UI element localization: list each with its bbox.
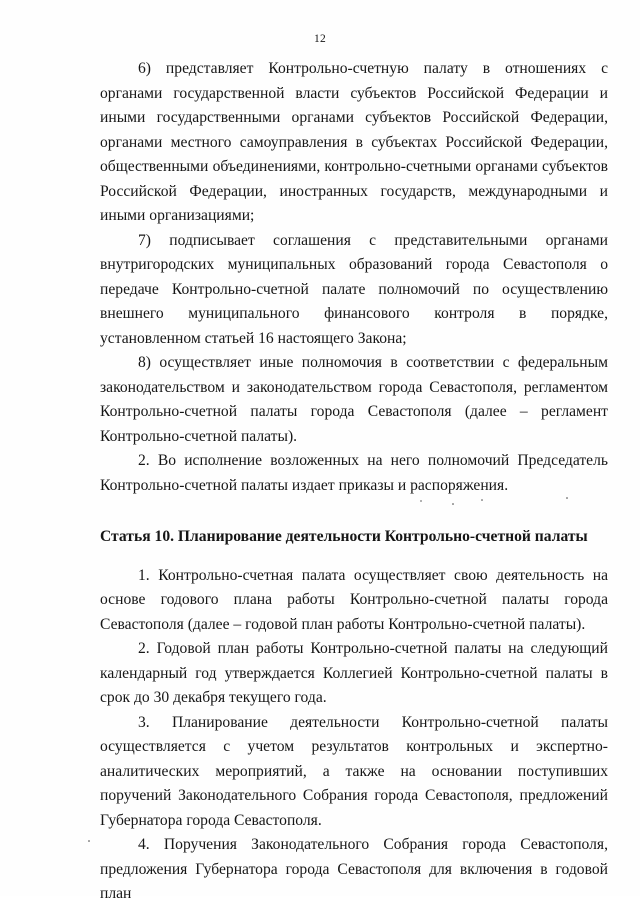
page-number: 12 [313, 33, 327, 45]
article-paragraph-1: 1. Контрольно-счетная палата осуществляет свою деятельность на основе годового плана работы Контрольно-счетной палаты города Севастополя (далее – годовой план работы Контрольно-счетной палаты). [100, 566, 608, 633]
paragraph-part-2: 2. Во исполнение возложенных на него полномочий Председатель Контрольно-счетной палаты издает приказы и распоряжения. [100, 452, 608, 494]
scan-speck [481, 499, 483, 501]
paragraph-item-8: 8) осуществляет иные полномочия в соответствии с федеральным законодательством и законодательством города Севастополя, регламентом Контрольно-счетной палаты города Севастополя (далее – регламент Контрольно-счетной палаты). [100, 354, 608, 445]
scan-speck [88, 840, 90, 842]
paragraph-item-6: 6) представляет Контрольно-счетную палату в отношениях с органами государственной власти субъектов Российской Федерации и иными государственными органами субъектов Российской Федерации, органами местного самоуправления в субъектах Российской Федерации, общественными объединениями, контрольно-счетными органами субъектов Российской Федерации, иностранных государств, международными и иными организациями; [100, 60, 608, 224]
article-paragraph-2: 2. Годовой план работы Контрольно-счетной палаты на следующий календарный год утверждается Коллегией Контрольно-счетной палаты в срок до 30 декабря текущего года. [100, 640, 608, 706]
scan-speck [420, 500, 422, 502]
article-paragraph-4: 4. Поручения Законодательного Собрания города Севастополя, предложения Губернатора города Севастополя для включения в годовой план [100, 836, 608, 902]
scan-speck [566, 497, 568, 499]
paragraph-item-7: 7) подписывает соглашения с представительными органами внутригородских муниципальных образований города Севастополя о передаче Контрольно-счетной палате полномочий по осуществлению внешнего муниципального финансового контроля в порядке, установленном статьей 16 настоящего Закона; [100, 231, 608, 347]
article-paragraph-3: 3. Планирование деятельности Контрольно-счетной палаты осуществляется с учетом результатов контрольных и экспертно-аналитических мероприятий, а также на основании поступивших поручений Законодательного Собрания города Севастополя, предложений Губернатора города Севастополя. [100, 713, 608, 829]
article-heading: Статья 10. Планирование деятельности Контрольно-счетной палаты [100, 528, 588, 545]
document-body [100, 57, 608, 907]
scan-speck [452, 503, 454, 505]
